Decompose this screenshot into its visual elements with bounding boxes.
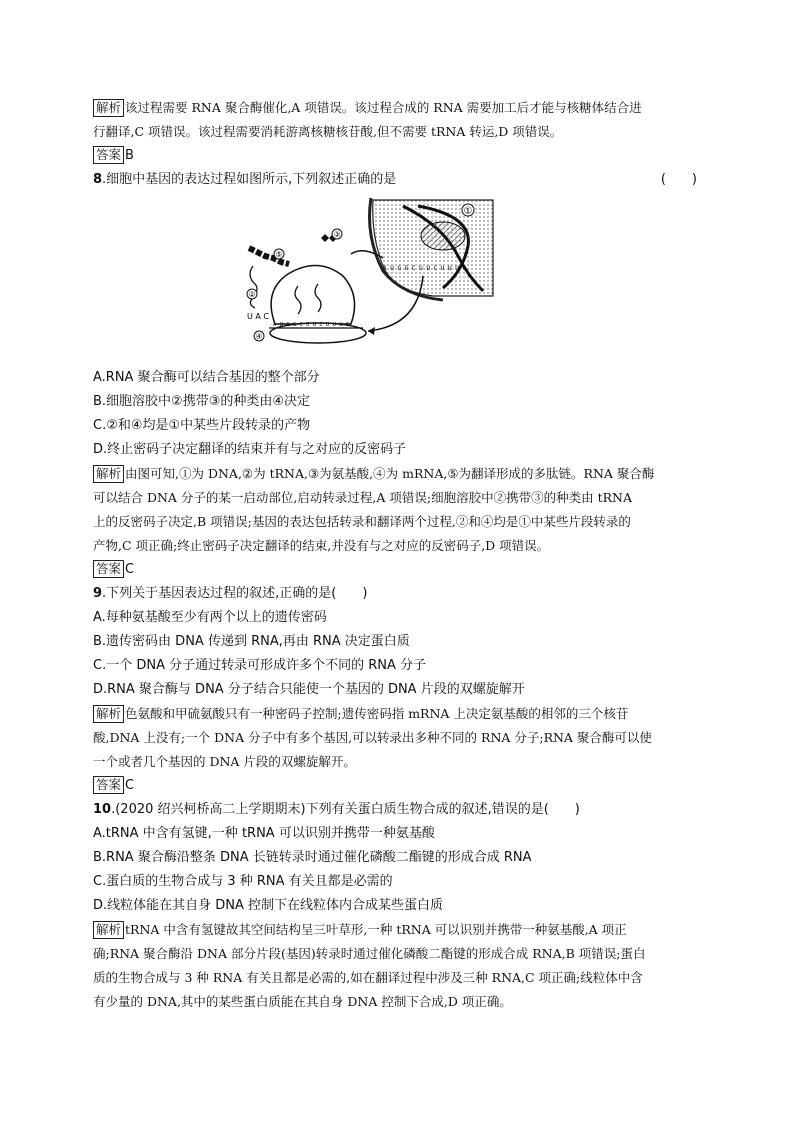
answer-value: C bbox=[125, 562, 135, 577]
q9-option-b: B.遗传密码由 DNA 传递到 RNA,再由 RNA 决定蛋白质 bbox=[93, 634, 410, 649]
q10-option-a: A.tRNA 中含有氢键,一种 tRNA 可以识别并携带一种氨基酸 bbox=[93, 826, 435, 841]
q8-stem: 8.细胞中基因的表达过程如图所示,下列叙述正确的是 ( ) bbox=[93, 168, 705, 192]
analysis-tag: 解析 bbox=[93, 465, 124, 483]
q10-option-c: C.蛋白质的生物合成与 3 种 RNA 有关且都是必需的 bbox=[93, 874, 393, 889]
question-number: 8 bbox=[93, 172, 103, 187]
q9-option-a: A.每种氨基酸至少有两个以上的遗传密码 bbox=[93, 610, 327, 625]
q9-stem: 9.下列关于基因表达过程的叙述,正确的是( ) bbox=[93, 586, 368, 601]
q10-option-d: D.线粒体能在其自身 DNA 控制下在线粒体内合成某些蛋白质 bbox=[93, 898, 444, 913]
q8-analysis-line-2: 可以结合 DNA 分子的某一启动部位,启动转录过程,A 项错误;细胞溶胶中②携带③的种类由 tRNA bbox=[93, 490, 632, 505]
analysis-tag: 解析 bbox=[93, 921, 124, 939]
q7-analysis-line-2: 行翻译,C 项错误。该过程需要消耗游离核糖核苷酸,但不需要 tRNA 转运,D 项错误。 bbox=[93, 124, 563, 139]
q10-option-b: B.RNA 聚合酶沿整条 DNA 长链转录时通过催化磷酸二酯键的形成合成 RNA bbox=[93, 850, 532, 865]
q9-analysis-line-1: 解析 色氨酸和甲硫氨酸只有一种密码子控制;遗传密码指 mRNA 上决定氨基酸的相邻的三个核苷 bbox=[93, 702, 705, 726]
label-4: ④ bbox=[255, 332, 263, 341]
free-trna bbox=[250, 266, 257, 308]
ribosome-large bbox=[271, 265, 354, 324]
analysis-tag: 解析 bbox=[93, 99, 124, 117]
q8-option-d: D.终止密码子决定翻译的结束并有与之对应的反密码子 bbox=[93, 442, 407, 457]
mrna-seq-left: A U G G C U U C U U U C bbox=[273, 322, 350, 328]
label-1: ① bbox=[463, 206, 473, 217]
q9-option-c: C.一个 DNA 分子通过转录可形成许多个不同的 RNA 分子 bbox=[93, 658, 427, 673]
gene-expression-figure bbox=[93, 196, 705, 366]
mrna-seq-right: A U G G C U U C U U U C bbox=[383, 265, 467, 272]
document-page bbox=[93, 96, 705, 1014]
q10-analysis-line-3: 质的生物合成与 3 种 RNA 有关且都是必需的,如在翻译过程中涉及三种 RNA,C 项正确;线粒体中含 bbox=[93, 970, 643, 985]
q10-analysis-line-4: 有少量的 DNA,其中的某些蛋白质能在其自身 DNA 控制下合成,D 项正确。 bbox=[93, 994, 512, 1009]
q10-analysis-line-2: 确;RNA 聚合酶沿 DNA 部分片段(基因)转录时通过催化磷酸二酯键的形成合成 RNA,B 项错误;蛋白 bbox=[93, 946, 646, 961]
q8-analysis-line-1: 解析 由图可知,①为 DNA,②为 tRNA,③为氨基酸,④为 mRNA,⑤为翻译形成的多肽链。RNA 聚合酶 bbox=[93, 462, 705, 486]
answer-tag: 答案 bbox=[93, 560, 124, 578]
q8-option-a: A.RNA 聚合酶可以结合基因的整个部分 bbox=[93, 370, 320, 385]
answer-value: B bbox=[125, 148, 134, 163]
gene-expression-diagram bbox=[243, 196, 503, 361]
q9-answer bbox=[93, 774, 705, 798]
anticodon: U A C bbox=[247, 312, 269, 321]
label-5: ⑤ bbox=[275, 250, 283, 259]
answer-tag: 答案 bbox=[93, 146, 124, 164]
q7-analysis-line-1: 解析 该过程需要 RNA 聚合酶催化,A 项错误。该过程合成的 RNA 需要加工后才能与核糖体结合进 bbox=[93, 96, 705, 120]
q7-answer bbox=[93, 144, 705, 168]
q9-analysis-line-3: 一个或者几个基因的 DNA 片段的双螺旋解开。 bbox=[93, 754, 356, 769]
label-3: ③ bbox=[333, 230, 341, 239]
question-number: 10 bbox=[93, 802, 112, 817]
q8-analysis-line-3: 上的反密码子决定,B 项错误;基因的表达包括转录和翻译两个过程,②和④均是①中某些片段转录的 bbox=[93, 514, 631, 529]
answer-value: C bbox=[125, 778, 135, 793]
q9-option-d: D.RNA 聚合酶与 DNA 分子结合只能使一个基因的 DNA 片段的双螺旋解开 bbox=[93, 682, 525, 697]
q8-answer bbox=[93, 558, 705, 582]
q10-analysis-line-1: 解析 tRNA 中含有氢键故其空间结构呈三叶草形,一种 tRNA 可以识别并携带一种氨基酸,A 项正 bbox=[93, 918, 705, 942]
q10-stem: 10.(2020 绍兴柯桥高二上学期期末)下列有关蛋白质生物合成的叙述,错误的是( ) bbox=[93, 802, 580, 817]
q9-analysis-line-2: 酸,DNA 上没有;一个 DNA 分子中有多个基因,可以转录出多种不同的 RNA 分子;RNA 聚合酶可以使 bbox=[93, 730, 652, 745]
answer-paren: ( ) bbox=[660, 172, 697, 187]
q8-option-b: B.细胞溶胶中②携带③的种类由④决定 bbox=[93, 394, 311, 409]
q8-option-c: C.②和④均是①中某些片段转录的产物 bbox=[93, 418, 311, 433]
answer-tag: 答案 bbox=[93, 776, 124, 794]
label-2: ② bbox=[248, 290, 256, 299]
q8-analysis-line-4: 产物,C 项正确;终止密码子决定翻译的结束,并没有与之对应的反密码子,D 项错误。 bbox=[93, 538, 550, 553]
question-number: 9 bbox=[93, 586, 103, 601]
analysis-tag: 解析 bbox=[93, 705, 124, 723]
